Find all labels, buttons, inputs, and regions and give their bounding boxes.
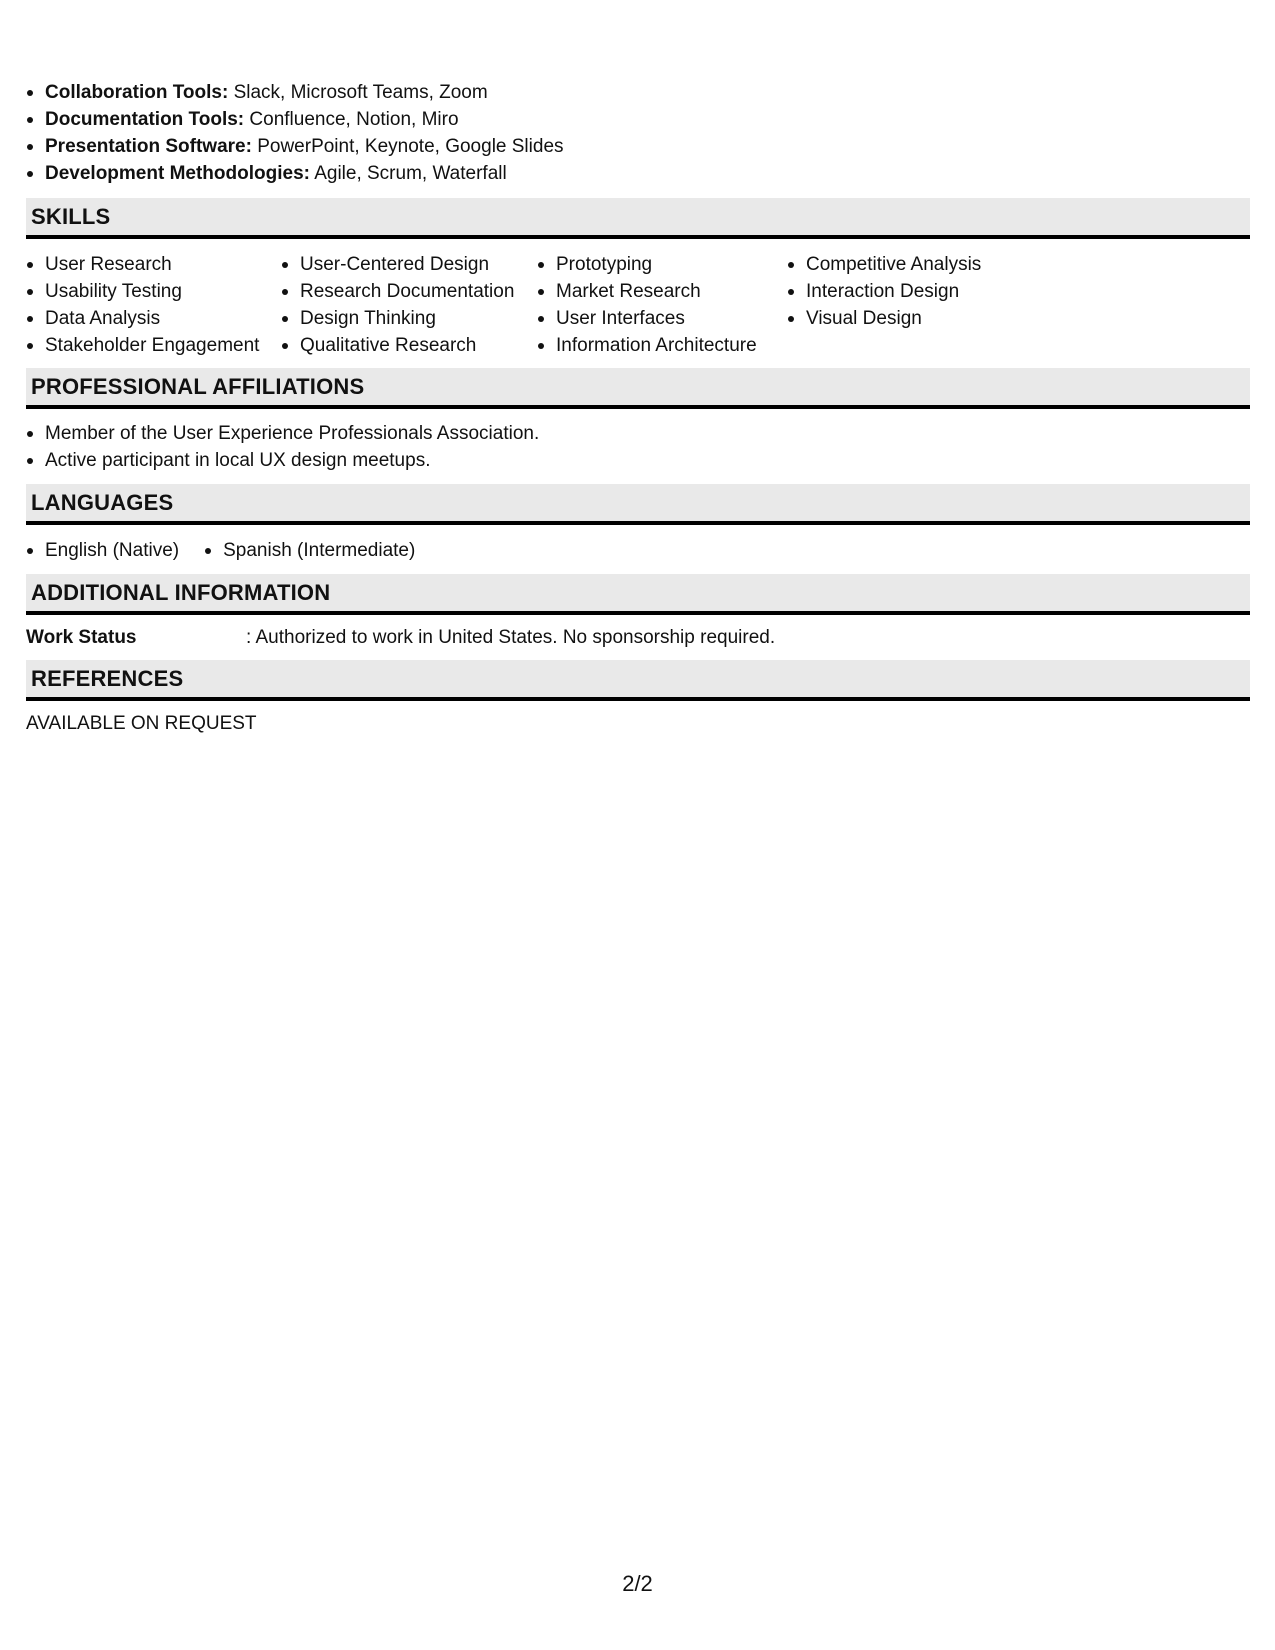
section-title: REFERENCES	[31, 666, 184, 691]
affiliation-item: Active participant in local UX design meetups.	[26, 447, 539, 474]
skill-item: Market Research	[537, 278, 787, 305]
tool-values: PowerPoint, Keynote, Google Slides	[251, 136, 564, 157]
skill-item: Usability Testing	[26, 278, 281, 305]
skill-item: User-Centered Design	[281, 251, 537, 278]
section-title: LANGUAGES	[31, 490, 174, 515]
skill-item: Interaction Design	[787, 278, 1037, 305]
tool-category: Documentation Tools:	[45, 109, 245, 130]
skills-grid	[26, 251, 1037, 359]
tool-item	[26, 160, 564, 187]
tool-values: Agile, Scrum, Waterfall	[309, 163, 507, 184]
section-title: SKILLS	[31, 204, 111, 229]
languages-list	[26, 537, 440, 564]
skill-item: Data Analysis	[26, 305, 281, 332]
skill-item: Design Thinking	[281, 305, 537, 332]
page-number: 2/2	[622, 1571, 653, 1596]
skills-column	[537, 251, 787, 359]
skill-item: Information Architecture	[537, 332, 787, 359]
tool-values: Confluence, Notion, Miro	[244, 109, 459, 130]
work-status-row	[26, 626, 775, 650]
tool-item	[26, 133, 564, 160]
work-status-label: Work Status	[26, 627, 137, 648]
skills-column	[787, 251, 1037, 359]
section-title: PROFESSIONAL AFFILIATIONS	[31, 374, 365, 399]
skill-item: Research Documentation	[281, 278, 537, 305]
work-status-value: : Authorized to work in United States. No sponsorship required.	[246, 627, 776, 648]
skill-item: Stakeholder Engagement	[26, 332, 281, 359]
skill-item: User Research	[26, 251, 281, 278]
skill-item: Prototyping	[537, 251, 787, 278]
skills-section-header	[26, 198, 1250, 239]
references-text: AVAILABLE ON REQUEST	[26, 713, 257, 734]
tool-item	[26, 106, 564, 133]
languages-section-header	[26, 484, 1250, 525]
skills-column	[26, 251, 281, 359]
tool-category: Presentation Software:	[45, 136, 252, 157]
section-title: ADDITIONAL INFORMATION	[31, 580, 331, 605]
language-item: Spanish (Intermediate)	[204, 537, 415, 564]
tool-values: Slack, Microsoft Teams, Zoom	[228, 82, 488, 103]
tool-category: Development Methodologies:	[45, 163, 310, 184]
skills-column	[281, 251, 537, 359]
skill-item: User Interfaces	[537, 305, 787, 332]
tools-list	[26, 79, 564, 187]
skill-item: Qualitative Research	[281, 332, 537, 359]
additional-section-header	[26, 574, 1250, 615]
tool-category: Collaboration Tools:	[45, 82, 229, 103]
skill-item: Visual Design	[787, 305, 1037, 332]
affiliations-list	[26, 420, 539, 474]
references-section-header	[26, 660, 1250, 701]
tool-item	[26, 79, 564, 106]
affiliation-item: Member of the User Experience Professionals Association.	[26, 420, 539, 447]
skill-item: Competitive Analysis	[787, 251, 1037, 278]
language-item: English (Native)	[26, 537, 179, 564]
affiliations-section-header	[26, 368, 1250, 409]
